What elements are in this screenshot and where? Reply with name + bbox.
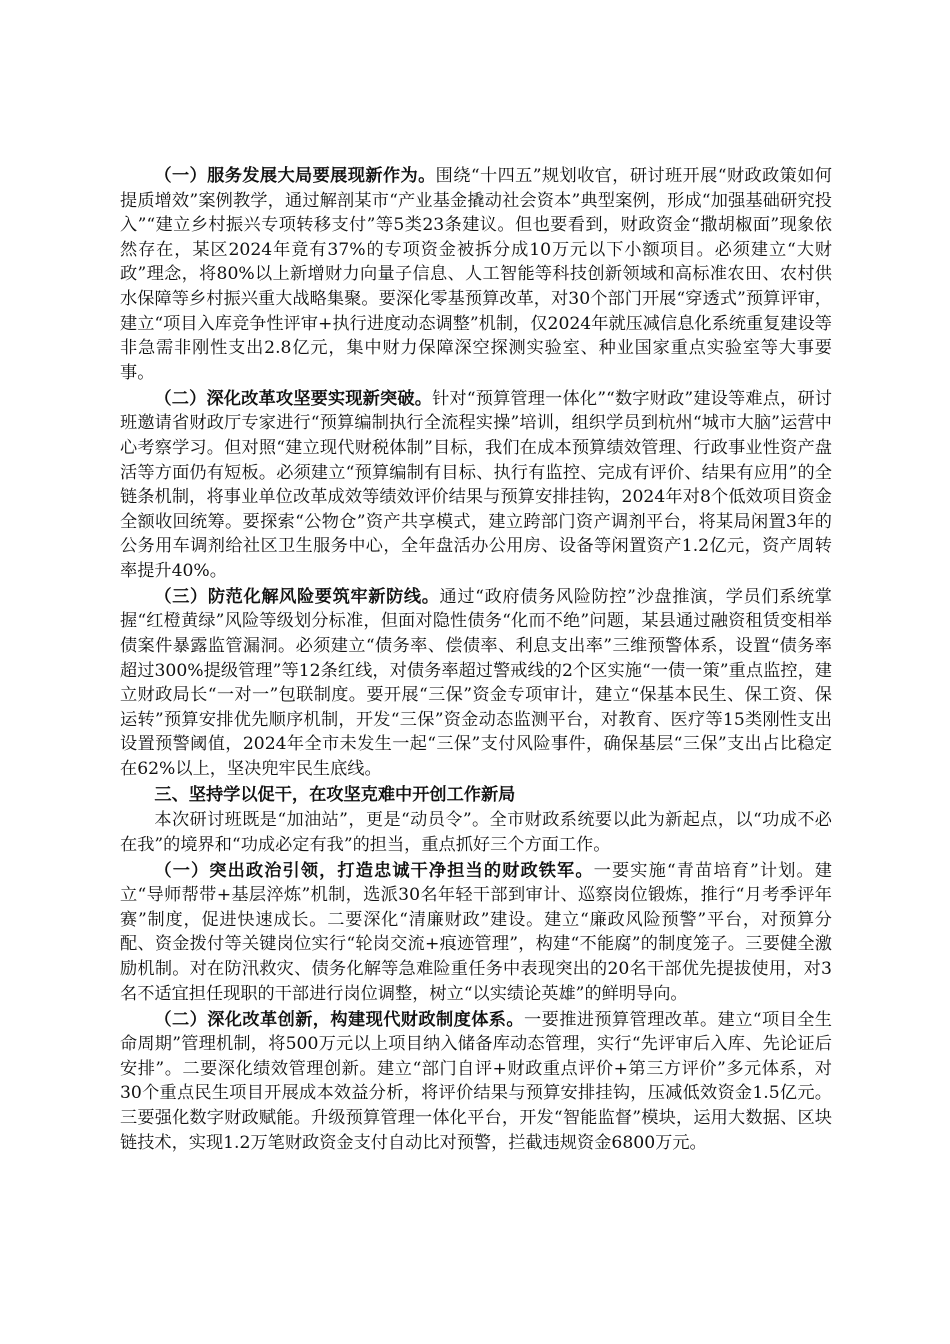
paragraph-service-development	[120, 164, 832, 385]
paragraph-lead: （二）深化改革攻坚要实现新突破。	[154, 388, 433, 409]
paragraph-reform-innovation	[120, 1008, 832, 1156]
paragraph-lead: （三）防范化解风险要筑牢新防线。	[154, 586, 440, 607]
paragraph-lead: （一）突出政治引领，打造忠诚干净担当的财政铁军。	[154, 860, 594, 881]
document-body	[120, 164, 832, 1157]
paragraph-risk-prevention	[120, 585, 832, 782]
paragraph-political-leadership	[120, 859, 832, 1007]
paragraph-lead: （二）深化改革创新，构建现代财政制度体系。	[154, 1009, 524, 1030]
paragraph-reform-breakthrough	[120, 387, 832, 584]
paragraph-text: 针对“预算管理一体化”“数字财政”建设等难点，研讨班邀请省财政厅专家进行“预算编制执行全流程实操”培训，组织学员到杭州“城市大脑”运营中心考察学习。但对照“建立现代财税体制”目标，我们在成本预算绩效管理、行政事业性资产盘活等方面仍有短板。必须建立“预算编制有目标、执行有监控、完成有评价、结果有应用”的全链条机制，将事业单位改革成效等绩效评价结果与预算安排挂钩，2024年对8个低效项目资金全额收回统筹。要探索“公物仓”资产共享模式，建立跨部门资产调剂平台，将某局闲置3年的公务用车调剂给社区卫生服务中心，全年盘活办公用房、设备等闲置资产1.2亿元，资产周转率提升40%。	[120, 388, 832, 581]
paragraph-text: 通过“政府债务风险防控”沙盘推演，学员们系统掌握“红橙黄绿”风险等级划分标准，但面对隐性债务“化而不绝”问题，某县通过融资租赁变相举债案件暴露监管漏洞。必须建立“债务率、偿债率、利息支出率”三维预警体系，设置“债务率超过300%提级管理”等12条红线，对债务率超过警戒线的2个区实施“一债一策”重点监控，建立财政局长“一对一”包联制度。要开展“三保”资金专项审计，建立“保基本民生、保工资、保运转”预算安排优先顺序机制，开发“三保”资金动态监测平台，对教育、医疗等15类刚性支出设置预警阈值，2024年全市未发生一起“三保”支付风险事件，确保基层“三保”支出占比稳定在62%以上，坚决兜牢民生底线。	[120, 586, 832, 780]
paragraph-text: 一要实施“青苗培育”计划。建立“导师帮带+基层淬炼”机制，选派30名年轻干部到审计、巡察岗位锻炼，推行“月考季评年赛”制度，促进快速成长。二要深化“清廉财政”建设。建立“廉政风险预警”平台，对预算分配、资金拨付等关键岗位实行“轮岗交流+痕迹管理”，构建“不能腐”的制度笼子。三要健全激励机制。对在防汛救灾、债务化解等急难险重任务中表现突出的20名干部优先提拔使用，对3名不适宜担任现职的干部进行岗位调整，树立“以实绩论英雄”的鲜明导向。	[120, 860, 832, 1004]
section-heading: 三、坚持学以促干，在攻坚克难中开创工作新局	[154, 785, 516, 806]
paragraph-text: 围绕“十四五”规划收官，研讨班开展“财政政策如何提质增效”案例教学，通过解剖某市“产业基金撬动社会资本”典型案例，形成“加强基础研究投入”“建立乡村振兴专项转移支付”等5类23条建议。但也要看到，财政资金“撒胡椒面”现象依然存在，某区2024年竟有37%的专项资金被拆分成10万元以下小额项目。必须建立“大财政”理念，将80%以上新增财力向量子信息、人工智能等科技创新领域和高标准农田、农村供水保障等乡村振兴重大战略集聚。要深化零基预算改革，对30个部门开展“穿透式”预算评审，建立“项目入库竞争性评审+执行进度动态调整”机制，仅2024年就压减信息化系统重复建设等非急需非刚性支出2.8亿元，集中财力保障深空探测实验室、种业国家重点实验室等大事要事。	[120, 166, 832, 383]
paragraph-intro	[120, 808, 832, 857]
paragraph-lead: （一）服务发展大局要展现新作为。	[154, 166, 436, 186]
paragraph-text: 一要推进预算管理改革。建立“项目全生命周期”管理机制，将500万元以上项目纳入储备库动态管理，实行“先评审后入库、先论证后安排”。二要深化绩效管理创新。建立“部门自评+财政重点评价+第三方评价”多元体系，对30个重点民生项目开展成本效益分析，将评价结果与预算安排挂钩，压减低效资金1.5亿元。三要强化数字财政赋能。升级预算管理一体化平台，开发“智能监督”模块，运用大数据、区块链技术，实现1.2万笔财政资金支付自动比对预警，拦截违规资金6800万元。	[120, 1009, 832, 1153]
paragraph-text: 本次研讨班既是“加油站”，更是“动员令”。全市财政系统要以此为新起点，以“功成不必在我”的境界和“功成必定有我”的担当，重点抓好三个方面工作。	[120, 810, 832, 855]
